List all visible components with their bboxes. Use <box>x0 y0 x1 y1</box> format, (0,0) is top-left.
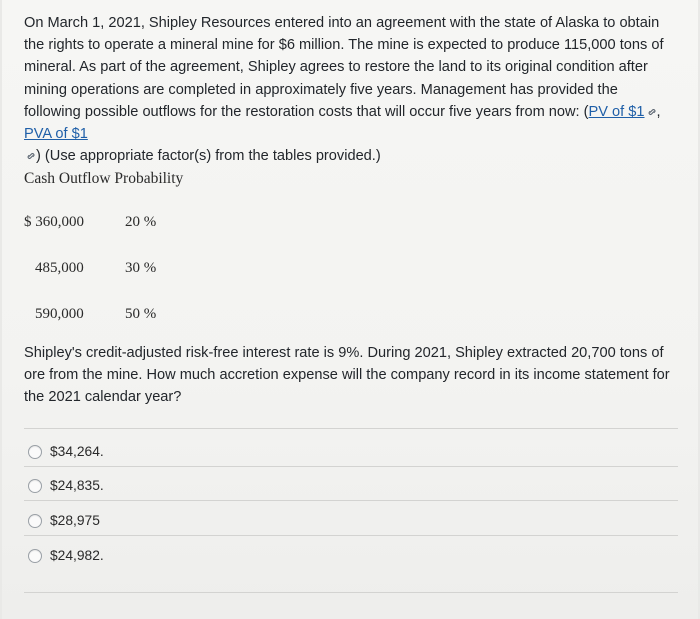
probability-percent: 50 % <box>125 306 157 322</box>
answer-option-label: $28,975 <box>50 513 100 528</box>
problem-instruction: ) (Use appropriate factor(s) from the tables provided.) <box>36 148 381 165</box>
radio-button[interactable] <box>28 445 42 459</box>
divider <box>24 500 678 501</box>
answer-option[interactable] <box>28 444 104 459</box>
radio-button[interactable] <box>28 549 42 563</box>
answer-option-label: $34,264. <box>50 444 104 459</box>
external-link-icon[interactable] <box>647 107 657 117</box>
answer-option-label: $24,982. <box>50 548 104 563</box>
table-title: Cash Outflow Probability <box>24 170 184 187</box>
pva-of-1-link[interactable]: PVA of $1 <box>24 126 88 143</box>
link-separator: , <box>656 103 661 120</box>
cash-outflow-amount: 485,000 <box>35 260 84 276</box>
answer-option-label: $24,835. <box>50 478 104 493</box>
probability-percent: 30 % <box>125 260 157 276</box>
divider <box>24 428 678 429</box>
cash-outflow-amount: 590,000 <box>35 306 84 322</box>
answer-option[interactable] <box>28 513 100 528</box>
divider <box>24 592 678 593</box>
table-row <box>24 214 157 231</box>
question-text: Shipley's credit-adjusted risk-free interest rate is 9%. During 2021, Shipley extracted 20,700 tons of ore from the mine. How much accretion expense will the company record in its income statement for the 2021 calendar year? <box>24 345 670 406</box>
probability-percent: 20 % <box>125 214 157 230</box>
problem-statement <box>24 12 674 167</box>
radio-button[interactable] <box>28 514 42 528</box>
divider <box>24 535 678 536</box>
table-row <box>35 306 157 323</box>
problem-text: On March 1, 2021, Shipley Resources entered into an agreement with the state of Alaska to obtain the rights to operate a mineral mine for $6 million. The mine is expected to produce 115,000 tons of mineral. As part of the agreement, Shipley agrees to restore the land to its original condition after mining operations are completed in approximately five years. Management has provided the following possible outflows for the restoration costs that will occur five years from now: ( <box>24 15 664 120</box>
question-page <box>2 0 698 619</box>
external-link-icon[interactable] <box>26 151 36 161</box>
radio-button[interactable] <box>28 479 42 493</box>
cash-outflow-amount: $ 360,000 <box>24 214 84 230</box>
table-row <box>35 260 157 277</box>
answer-option[interactable] <box>28 478 104 493</box>
divider <box>24 466 678 467</box>
pv-of-1-link[interactable]: PV of $1 <box>588 103 645 120</box>
answer-option[interactable] <box>28 548 104 563</box>
